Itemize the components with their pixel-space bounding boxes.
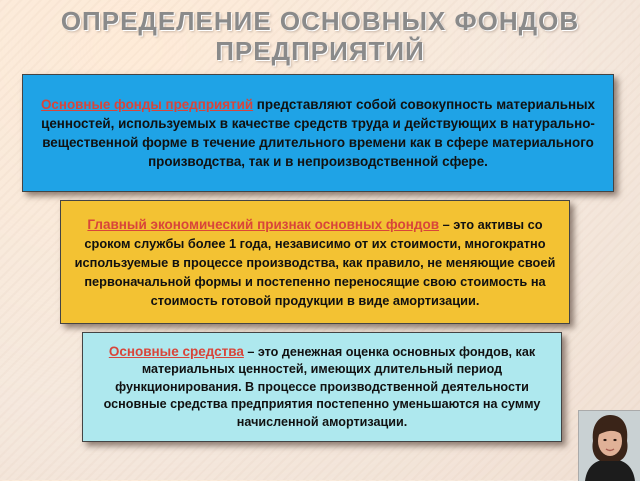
definition-paragraph [95,343,549,432]
definition-box-main-feature [60,200,570,324]
term-fixed-means: Основные средства [108,343,244,359]
definition-text: представляют собой совокупность материальных ценностей, используемых в качестве средств труда и действующих в натурально-вещественной форме в течение длительного времени как в сфере материального производства, так и в непроизводственной сфере. [41,97,595,169]
definition-paragraph [71,215,559,310]
term-fixed-assets: Основные фонды предприятий [41,97,254,112]
definition-box-fixed-means [82,332,562,442]
slide-title [60,6,580,66]
definition-text: – это активы со сроком службы более 1 года, независимо от их стоимости, многократно используемые в процессе производства, как правило, не меняющие своей первоначальной формы и постепенно переносящие свою стоимость на стоимость готовой продукции в виде амортизации. [74,216,556,308]
slide-title-line2: ПРЕДПРИЯТИЙ [215,36,425,66]
definition-text: – это денежная оценка основных фондов, как материальных ценностей, имеющих длительный период функционирования. В процессе производственной деятельности основные средства предприятия постепенно уменьшаются на сумму начисленной амортизации. [103,344,541,429]
term-main-feature: Главный экономический признак основных фондов [87,216,440,232]
definition-paragraph [39,95,597,171]
slide-title-line1: ОПРЕДЕЛЕНИЕ ОСНОВНЫХ ФОНДОВ [60,6,580,36]
presenter-photo-icon [578,410,640,481]
definition-box-fixed-assets [22,74,614,192]
presenter-photo-svg [579,411,640,481]
